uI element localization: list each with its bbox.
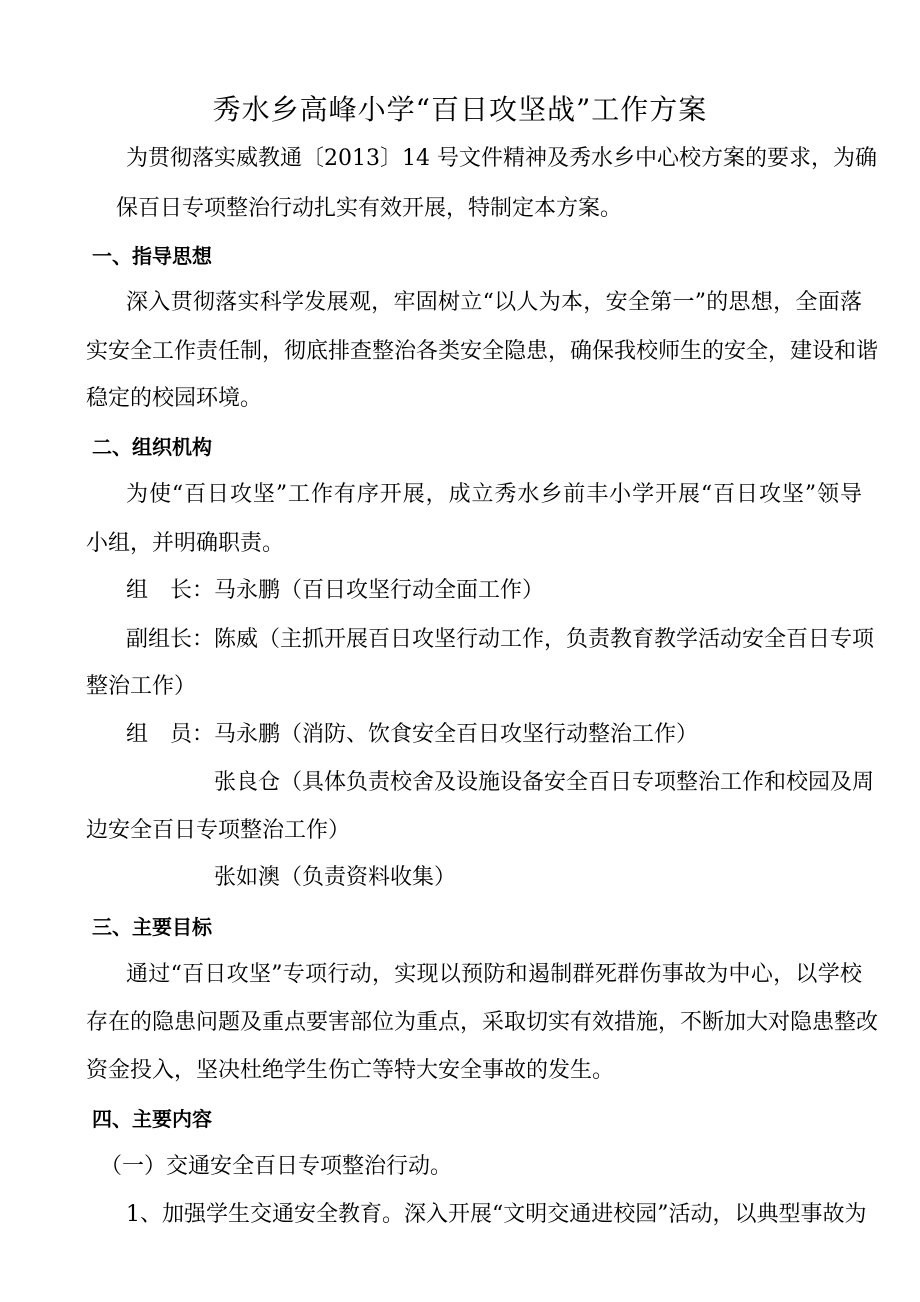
intro-line-1: 为贯彻落实威教通〔2013〕14 号文件精神及秀水乡中心校方案的要求，为确 — [126, 146, 877, 171]
team-member-line: 边安全百日专项整治工作） — [86, 818, 351, 843]
paragraph-line: 稳定的校园环境。 — [86, 386, 263, 411]
paragraph-line: 实安全工作责任制，彻底排查整治各类安全隐患，确保我校师生的安全，建设和谐 — [86, 339, 879, 364]
subsection-heading: （一）交通安全百日专项整治行动。 — [100, 1154, 453, 1179]
paragraph-line: 资金投入，坚决杜绝学生伤亡等特大安全事故的发生。 — [86, 1058, 615, 1083]
team-member-line: 张如澳（负责资料收集） — [214, 865, 457, 890]
deputy-leader-line: 副组长：陈威（主抓开展百日攻坚行动工作，负责教育教学活动安全百日专项 — [126, 627, 875, 652]
paragraph-line: 深入贯彻落实科学发展观，牢固树立“以人为本，安全第一”的思想，全面落 — [126, 290, 862, 315]
paragraph-line: 为使“百日攻坚”工作有序开展，成立秀水乡前丰小学开展“百日攻坚”领导 — [126, 482, 862, 507]
page-title: 秀水乡高峰小学“百日攻坚战”工作方案 — [212, 93, 708, 126]
team-member-line: 张良仓（具体负责校舍及设施设备安全百日专项整治工作和校园及周 — [214, 770, 875, 795]
section-heading-main-goals: 三、主要目标 — [92, 915, 212, 939]
section-heading-organization: 二、组织机构 — [92, 435, 212, 459]
deputy-leader-line: 整治工作） — [86, 674, 197, 699]
section-heading-guiding-thought: 一、指导思想 — [92, 244, 212, 268]
section-heading-main-content: 四、主要内容 — [92, 1107, 212, 1131]
paragraph-line: 小组，并明确职责。 — [86, 531, 285, 556]
intro-line-2: 保百日专项整治行动扎实有效开展，特制定本方案。 — [116, 196, 623, 221]
team-leader-line: 组 长：马永鹏（百日攻坚行动全面工作） — [126, 578, 545, 603]
paragraph-line: 1、加强学生交通安全教育。深入开展“文明交通进校园”活动，以典型事故为 — [126, 1202, 867, 1227]
paragraph-line: 存在的隐患问题及重点要害部位为重点，采取切实有效措施，不断加大对隐患整改 — [86, 1010, 879, 1035]
team-member-line: 组 员：马永鹏（消防、饮食安全百日攻坚行动整治工作） — [126, 722, 699, 747]
paragraph-line: 通过“百日攻坚”专项行动，实现以预防和遏制群死群伤事故为中心，以学校 — [126, 962, 862, 987]
